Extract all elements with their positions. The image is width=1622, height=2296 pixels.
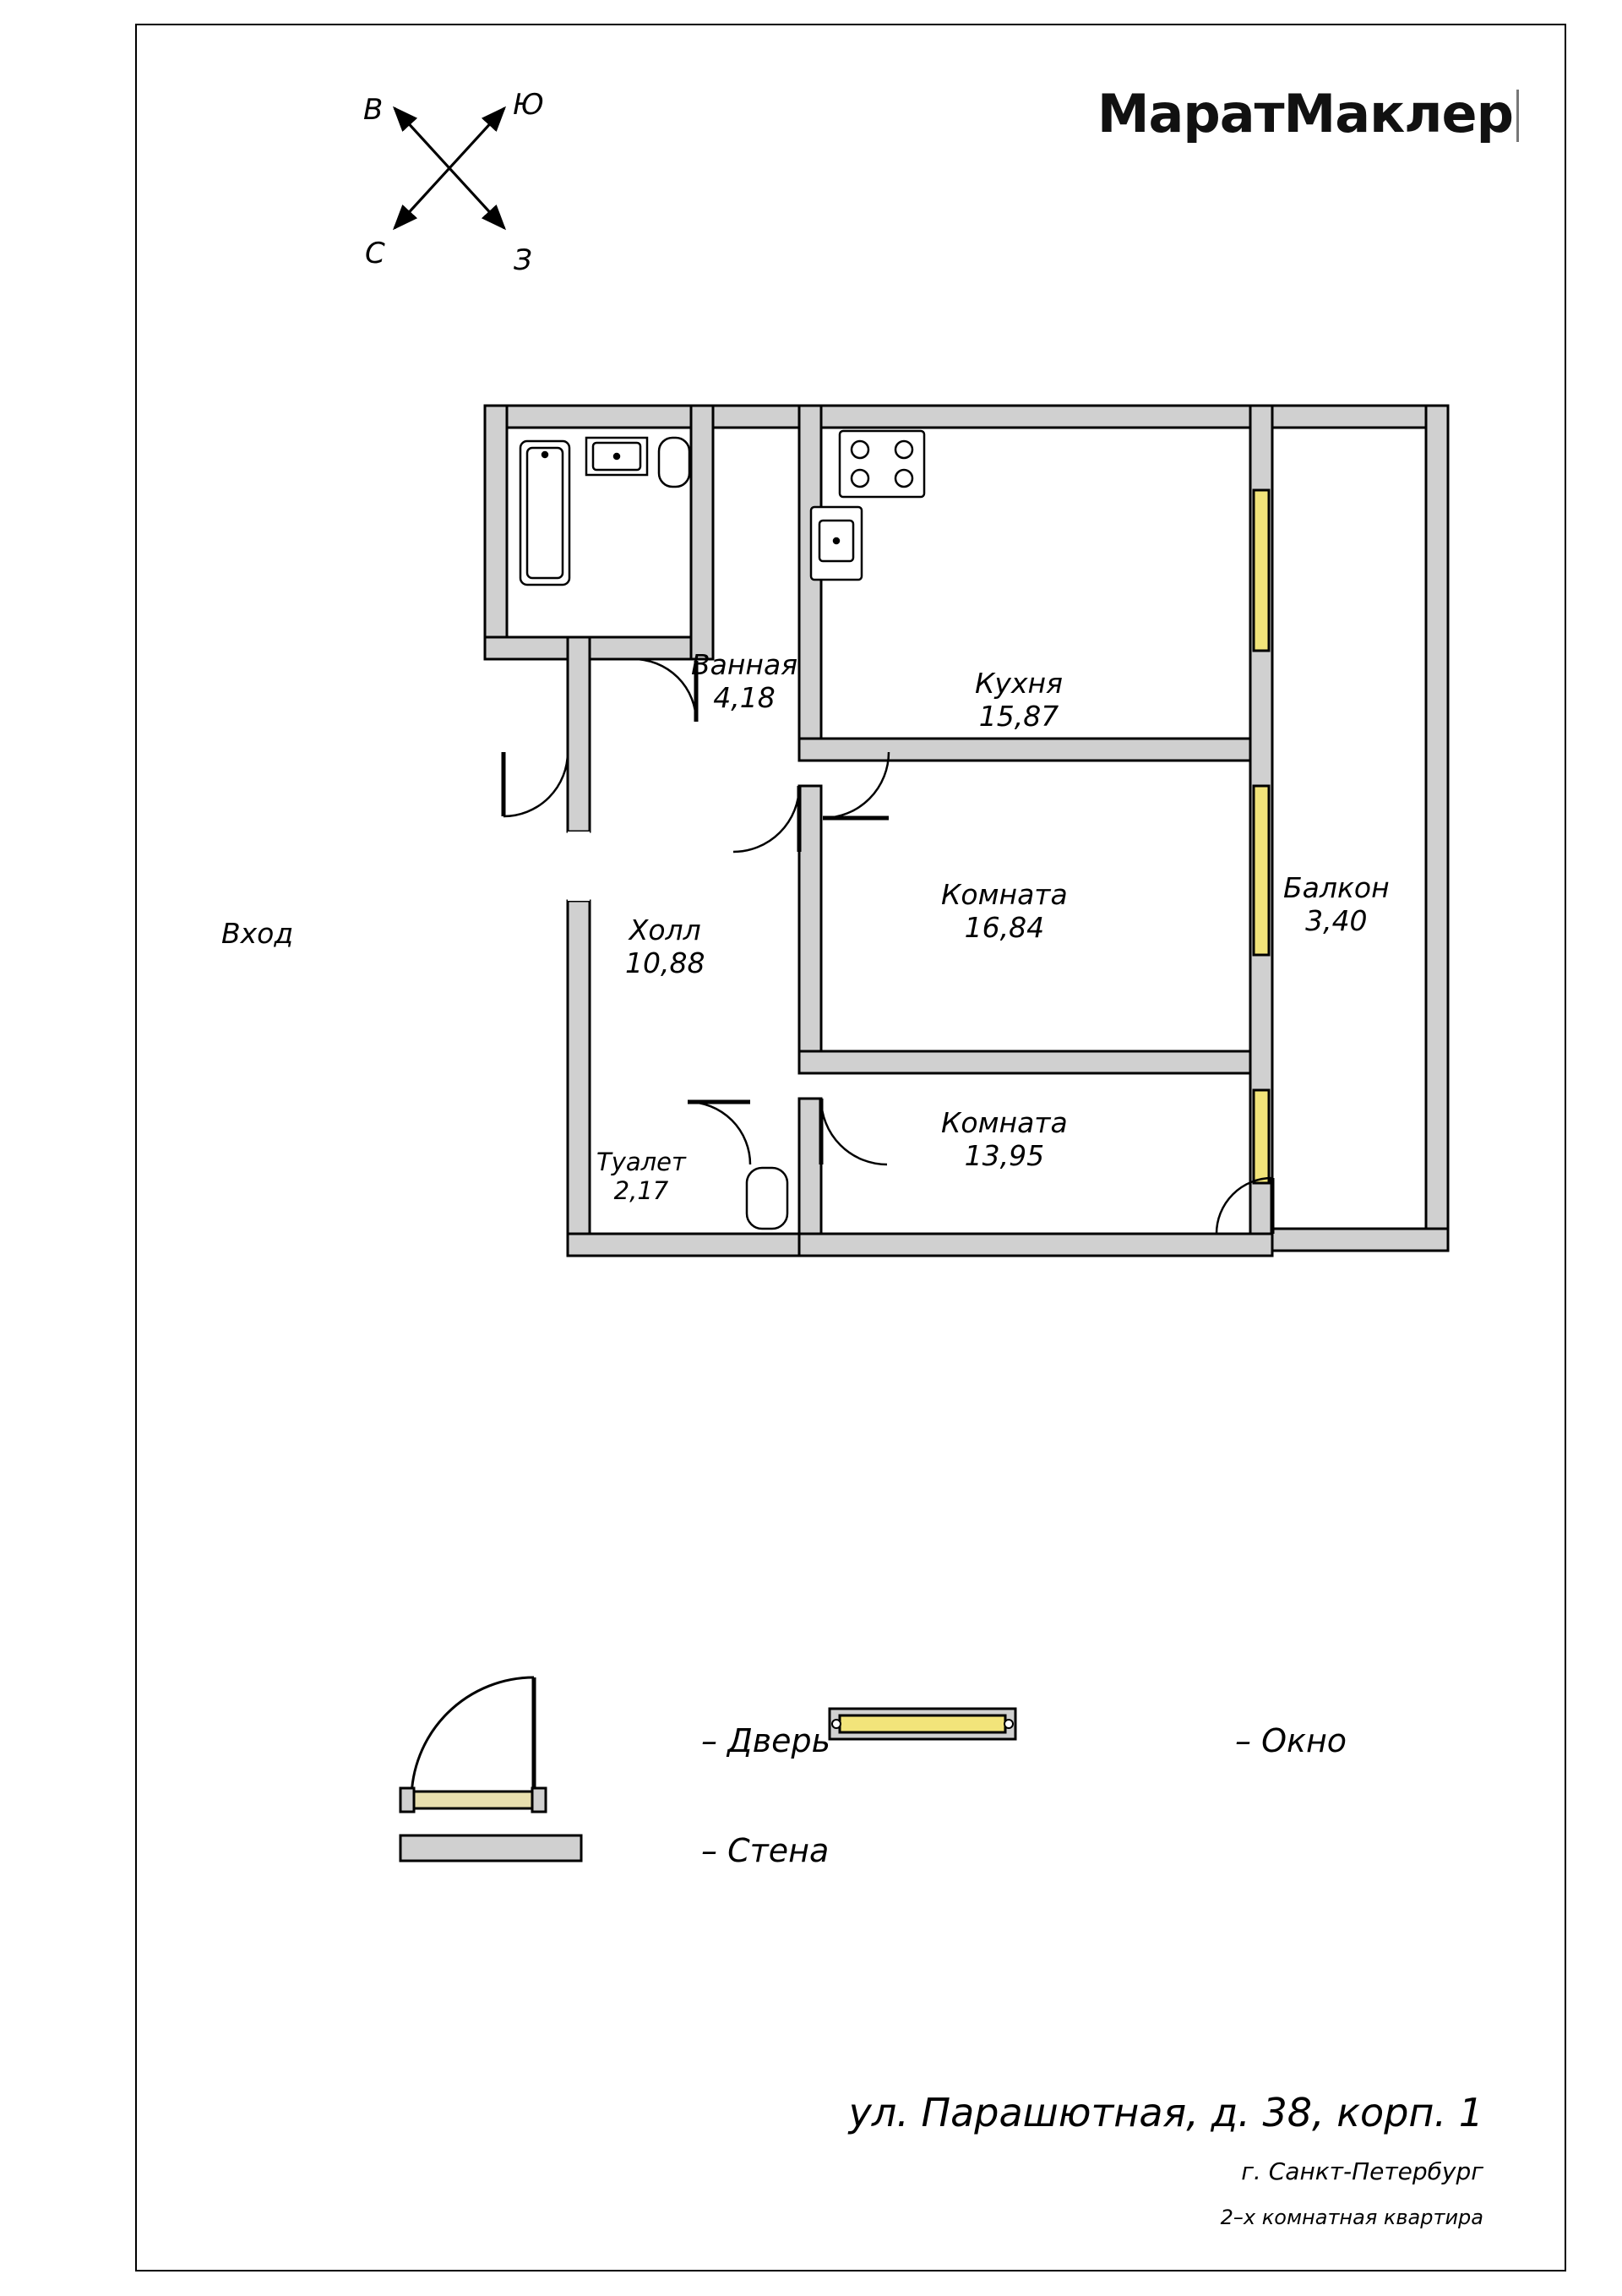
page-frame (135, 24, 1566, 2271)
entrance-label: Вход (221, 917, 294, 950)
legend-svg (390, 1656, 1446, 1901)
compass-label-east: З (514, 243, 532, 277)
floor-plan (468, 389, 1516, 1496)
city-text: г. Санкт-Петербург (1241, 2157, 1483, 2185)
room-label-kitchen: Кухня 15,87 (975, 667, 1063, 733)
property-type-text: 2–х комнатная квартира (1220, 2206, 1483, 2229)
legend-wall-symbol (400, 1835, 581, 1861)
compass-label-south: Ю (513, 88, 544, 122)
compass-label-west: В (363, 93, 384, 127)
legend-label-door: – Дверь (701, 1722, 831, 1759)
legend-door-symbol (400, 1677, 546, 1812)
room-label-bathroom: Ванная 4,18 (691, 648, 798, 714)
address-text: ул. Парашютная, д. 38, корп. 1 (848, 2090, 1483, 2135)
room-label-room-2: Комната 13,95 (941, 1106, 1068, 1172)
footer (849, 2090, 1483, 2229)
room-label-hall: Холл 10,88 (625, 913, 705, 979)
room-label-toilet: Туалет 2,17 (596, 1148, 686, 1206)
legend-label-wall: – Стена (701, 1832, 830, 1869)
room-label-room-1: Комната 16,84 (941, 878, 1068, 944)
compass-rose (348, 68, 568, 296)
room-label-balcony: Балкон 3,40 (1283, 871, 1390, 937)
legend-label-window: – Окно (1235, 1722, 1347, 1759)
compass-label-north: С (365, 237, 385, 270)
legend-window-symbol (830, 1709, 1015, 1739)
brand-logo (1097, 83, 1519, 145)
brand-caret (1516, 90, 1519, 142)
legend (390, 1656, 1446, 1901)
brand-name: МаратМаклер (1097, 83, 1513, 145)
